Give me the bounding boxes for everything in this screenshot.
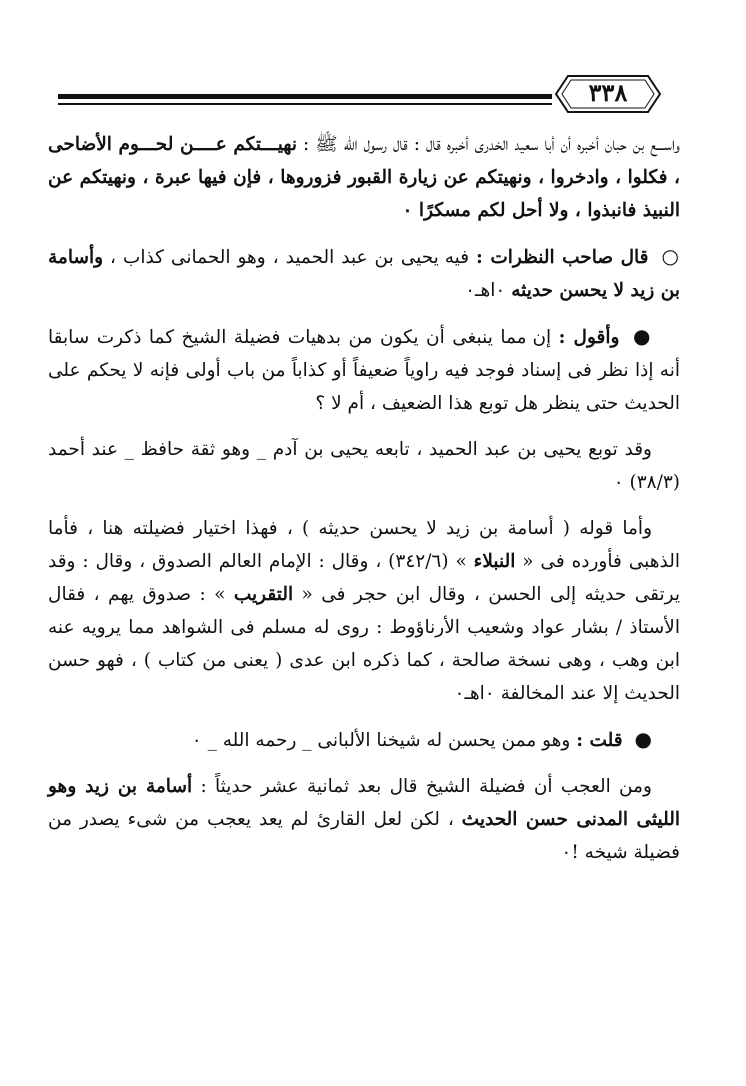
paragraph-hadith	[48, 128, 680, 227]
follow-up-text: وقد توبع يحيى بن عبد الحميد ، تابعه يحيى بن آدم _ وهو ثقة حافظ _ عند أحمد (٣٨/٣) ٠	[48, 439, 680, 493]
quote-text: فيه يحيى بن عبد الحميد ، وهو الحمانى كذاب ،	[103, 247, 470, 268]
book-title: النبلاء	[473, 551, 516, 572]
paragraph-follow-up	[48, 433, 680, 499]
wonder-bold: أسامة بن زيد وهو الليثى المدنى حسن الحديث	[48, 776, 680, 830]
quote-end: ٠اهـ٠	[465, 280, 512, 301]
speaker-label: وأقول :	[558, 327, 620, 348]
speaker-label: قال صاحب النظرات :	[476, 247, 649, 268]
hadith-intro: واســـع بن حبان أخبره أن أبا سعيد الخدرى أخبره قال : قال رسول الله ﷺ :	[303, 134, 680, 155]
bullet-marker-icon: ●	[632, 324, 653, 348]
circle-marker-icon: ○	[661, 244, 680, 268]
paragraph-reply	[48, 320, 680, 420]
usama-text-2: » (٣٤٢/٦) ، وقال : الإمام العالم الصدوق ، وقال : وقد يرتقى حديثه إلى الحسن ، وقال ابن حجر فى «	[48, 551, 680, 605]
speaker-label: قلت :	[576, 730, 623, 751]
book-title: التقريب	[233, 584, 294, 605]
paragraph-wonder	[48, 770, 680, 869]
page-number-badge	[552, 72, 664, 116]
hadith-text: نهيـــتكم عــــن لحـــوم الأضاحى ، فكلوا ، وادخروا ، ونهيتكم عن زيارة القبور فزوروها ، فإن فيها عبرة ، ونهيتكم عن النبيذ فانبذوا ، ولا أحل لكم مسكرًا ٠	[48, 134, 680, 221]
page-text	[48, 128, 680, 882]
page-number: ٣٣٨	[588, 78, 628, 107]
header-rule-thin	[58, 103, 552, 105]
bullet-marker-icon: ●	[634, 727, 652, 751]
header-rule	[58, 94, 552, 99]
wonder-text-2: ، لكن لعل القارئ لم يعد يعجب من شىء يصدر من فضيلة شيخه !٠	[48, 809, 680, 863]
qultu-text: وهو ممن يحسن له شيخنا الألبانى _ رحمه الله _ ٠	[191, 730, 571, 751]
reply-text: إن مما ينبغى أن يكون من بدهيات فضيلة الشيخ كما ذكرت سابقا أنه إذا نظر فى إسناد فوجد فيه راوياً ضعيفاً أو كذاباً من باب أولى فإنه لا يحكم على الحديث حتى ينظر هل توبع هذا الضعيف ، أم لا ؟	[48, 327, 680, 414]
paragraph-usama	[48, 512, 680, 710]
quote-bold: وأسامة بن زيد لا يحسن حديثه	[48, 247, 680, 301]
usama-text-3: » : صدوق يهم ، فقال الأستاذ / بشار عواد وشعيب الأرناؤوط : روى له مسلم فى الشواهد مما يرويه عنه ابن وهب ، وهى نسخة صالحة ، كما ذكره ابن عدى ( يعنى من كتاب ) ، فهو حسن الحديث إلا عند المخالفة ٠اهـ٠	[48, 584, 680, 704]
paragraph-qultu	[48, 723, 680, 757]
usama-text-1: وأما قوله ( أسامة بن زيد لا يحسن حديثه ) ، فهذا اختيار فضيلته هنا ، فأما الذهبى فأورده فى «	[48, 518, 680, 572]
paragraph-nazarat	[48, 240, 680, 307]
wonder-text-1: ومن العجب أن فضيلة الشيخ قال بعد ثمانية عشر حديثاً :	[192, 776, 652, 797]
